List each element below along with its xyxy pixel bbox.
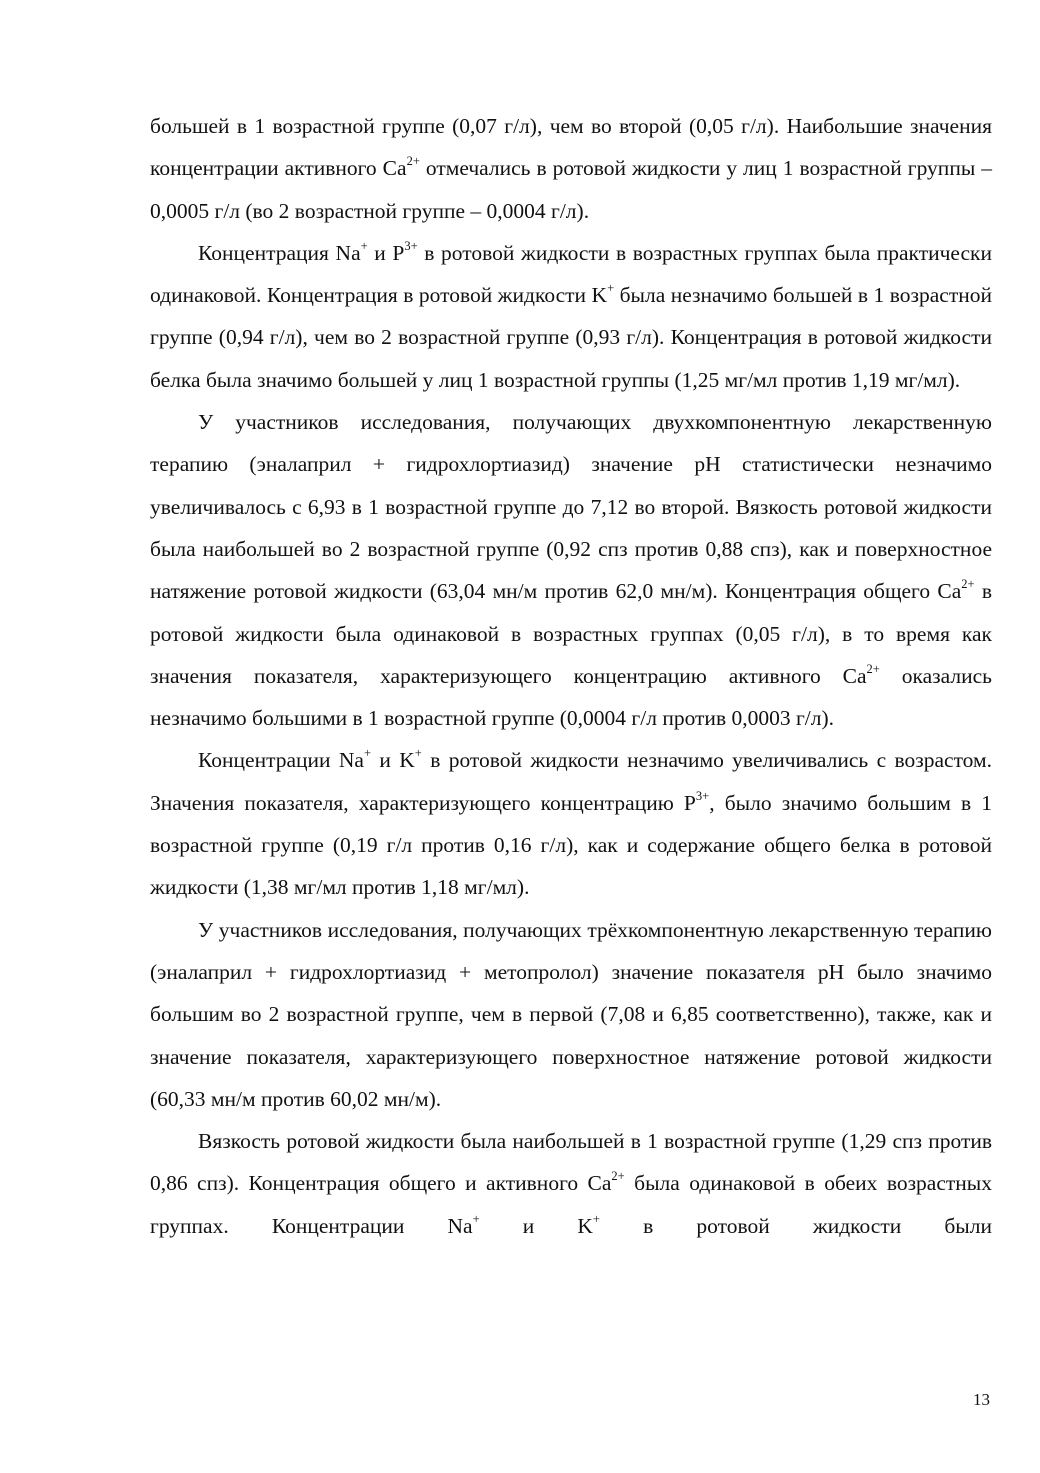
- superscript-charge: +: [607, 281, 615, 296]
- superscript-charge: +: [360, 238, 368, 253]
- text-run: в ротовой жидкости была одинаковой в возрастных группах (0,05 г/л), в то время как значения показателя, характеризующего концентрацию активного Ca: [150, 579, 993, 688]
- superscript-charge: +: [414, 746, 422, 761]
- text-run: Вязкость ротовой жидкости была наибольшей в 1 возрастной группе (1,29 спз против 0,86 спз). Концентрация общего и активного Ca: [150, 1129, 992, 1196]
- text-run: и P: [367, 240, 405, 265]
- body-text: [150, 105, 992, 1247]
- text-run: У участников исследования, получающих трёхкомпонентную лекарственную терапию (эналаприл + гидрохлортиазид + метопролол) значение показателя рН было значимо большим во 2 возрастной группе, чем в первой (7,08 и 6,85 соответственно), также, как и значение показателя, характеризующего поверхностное натяжение ротовой жидкости (60,33 мн/м против 60,02 мн/м).: [150, 917, 992, 1111]
- superscript-charge: +: [592, 1211, 600, 1226]
- superscript-charge: 3+: [695, 788, 710, 803]
- text-run: в ротовой жидкости незначимо увеличивались с возрастом. Значения показателя, характеризующего концентрацию P: [150, 748, 992, 815]
- superscript-charge: 3+: [404, 238, 418, 253]
- paragraph: [150, 105, 992, 232]
- text-run: оказались незначимо большими в 1 возрастной группе (0,0004 г/л против 0,0003 г/л).: [150, 663, 992, 731]
- superscript-charge: +: [363, 746, 372, 761]
- text-run: большей в 1 возрастной группе (0,07 г/л), чем во второй (0,05 г/л). Наибольшие значения концентрации активного Ca: [150, 114, 992, 181]
- text-run: , было значимо большим в 1 возрастной группе (0,19 г/л против 0,16 г/л), как и содержание общего белка в ротовой жидкости (1,38 мг/мл против 1,18 мг/мл).: [150, 790, 992, 900]
- text-run: Концентрации Na: [198, 748, 364, 773]
- page-number: 13: [973, 1390, 990, 1409]
- text-run: в ротовой жидкости были: [599, 1213, 992, 1238]
- text-run: была одинаковой в обеих возрастных группах. Концентрации Na: [150, 1171, 992, 1238]
- paragraph: [150, 401, 992, 739]
- paragraph: [150, 1120, 992, 1247]
- text-run: Концентрация Na: [198, 240, 361, 265]
- paragraph: [150, 909, 992, 1120]
- superscript-charge: 2+: [406, 154, 420, 169]
- text-run: У участников исследования, получающих двухкомпонентную лекарственную терапию (эналаприл + гидрохлортиазид) значение рН статистически незначимо увеличивалось с 6,93 в 1 возрастной группе до 7,12 во второй. Вязкость ротовой жидкости была наибольшей во 2 возрастной группе (0,92 спз против 0,88 спз), как и поверхностное натяжение ротовой жидкости (63,04 мн/м против 62,0 мн/м). Концентрация общего Ca: [150, 410, 992, 604]
- superscript-charge: 2+: [961, 577, 975, 592]
- text-run: и K: [479, 1213, 593, 1238]
- text-run: отмечались в ротовой жидкости у лиц 1 возрастной группы – 0,0005 г/л (во 2 возрастной группе – 0,0004 г/л).: [150, 156, 993, 223]
- superscript-charge: 2+: [611, 1169, 625, 1184]
- superscript-charge: 2+: [866, 661, 880, 676]
- text-run: и K: [371, 748, 415, 773]
- superscript-charge: +: [472, 1211, 480, 1226]
- paragraph: [150, 232, 992, 401]
- text-run: была незначимо большей в 1 возрастной группе (0,94 г/л), чем во 2 возрастной группе (0,93 г/л). Концентрация в ротовой жидкости белка была значимо большей у лиц 1 возрастной группы (1,25 мг/мл против 1,19 мг/мл).: [150, 283, 992, 392]
- paragraph: [150, 739, 992, 908]
- text-run: в ротовой жидкости в возрастных группах была практически одинаковой. Концентрация в ротовой жидкости K: [150, 240, 992, 308]
